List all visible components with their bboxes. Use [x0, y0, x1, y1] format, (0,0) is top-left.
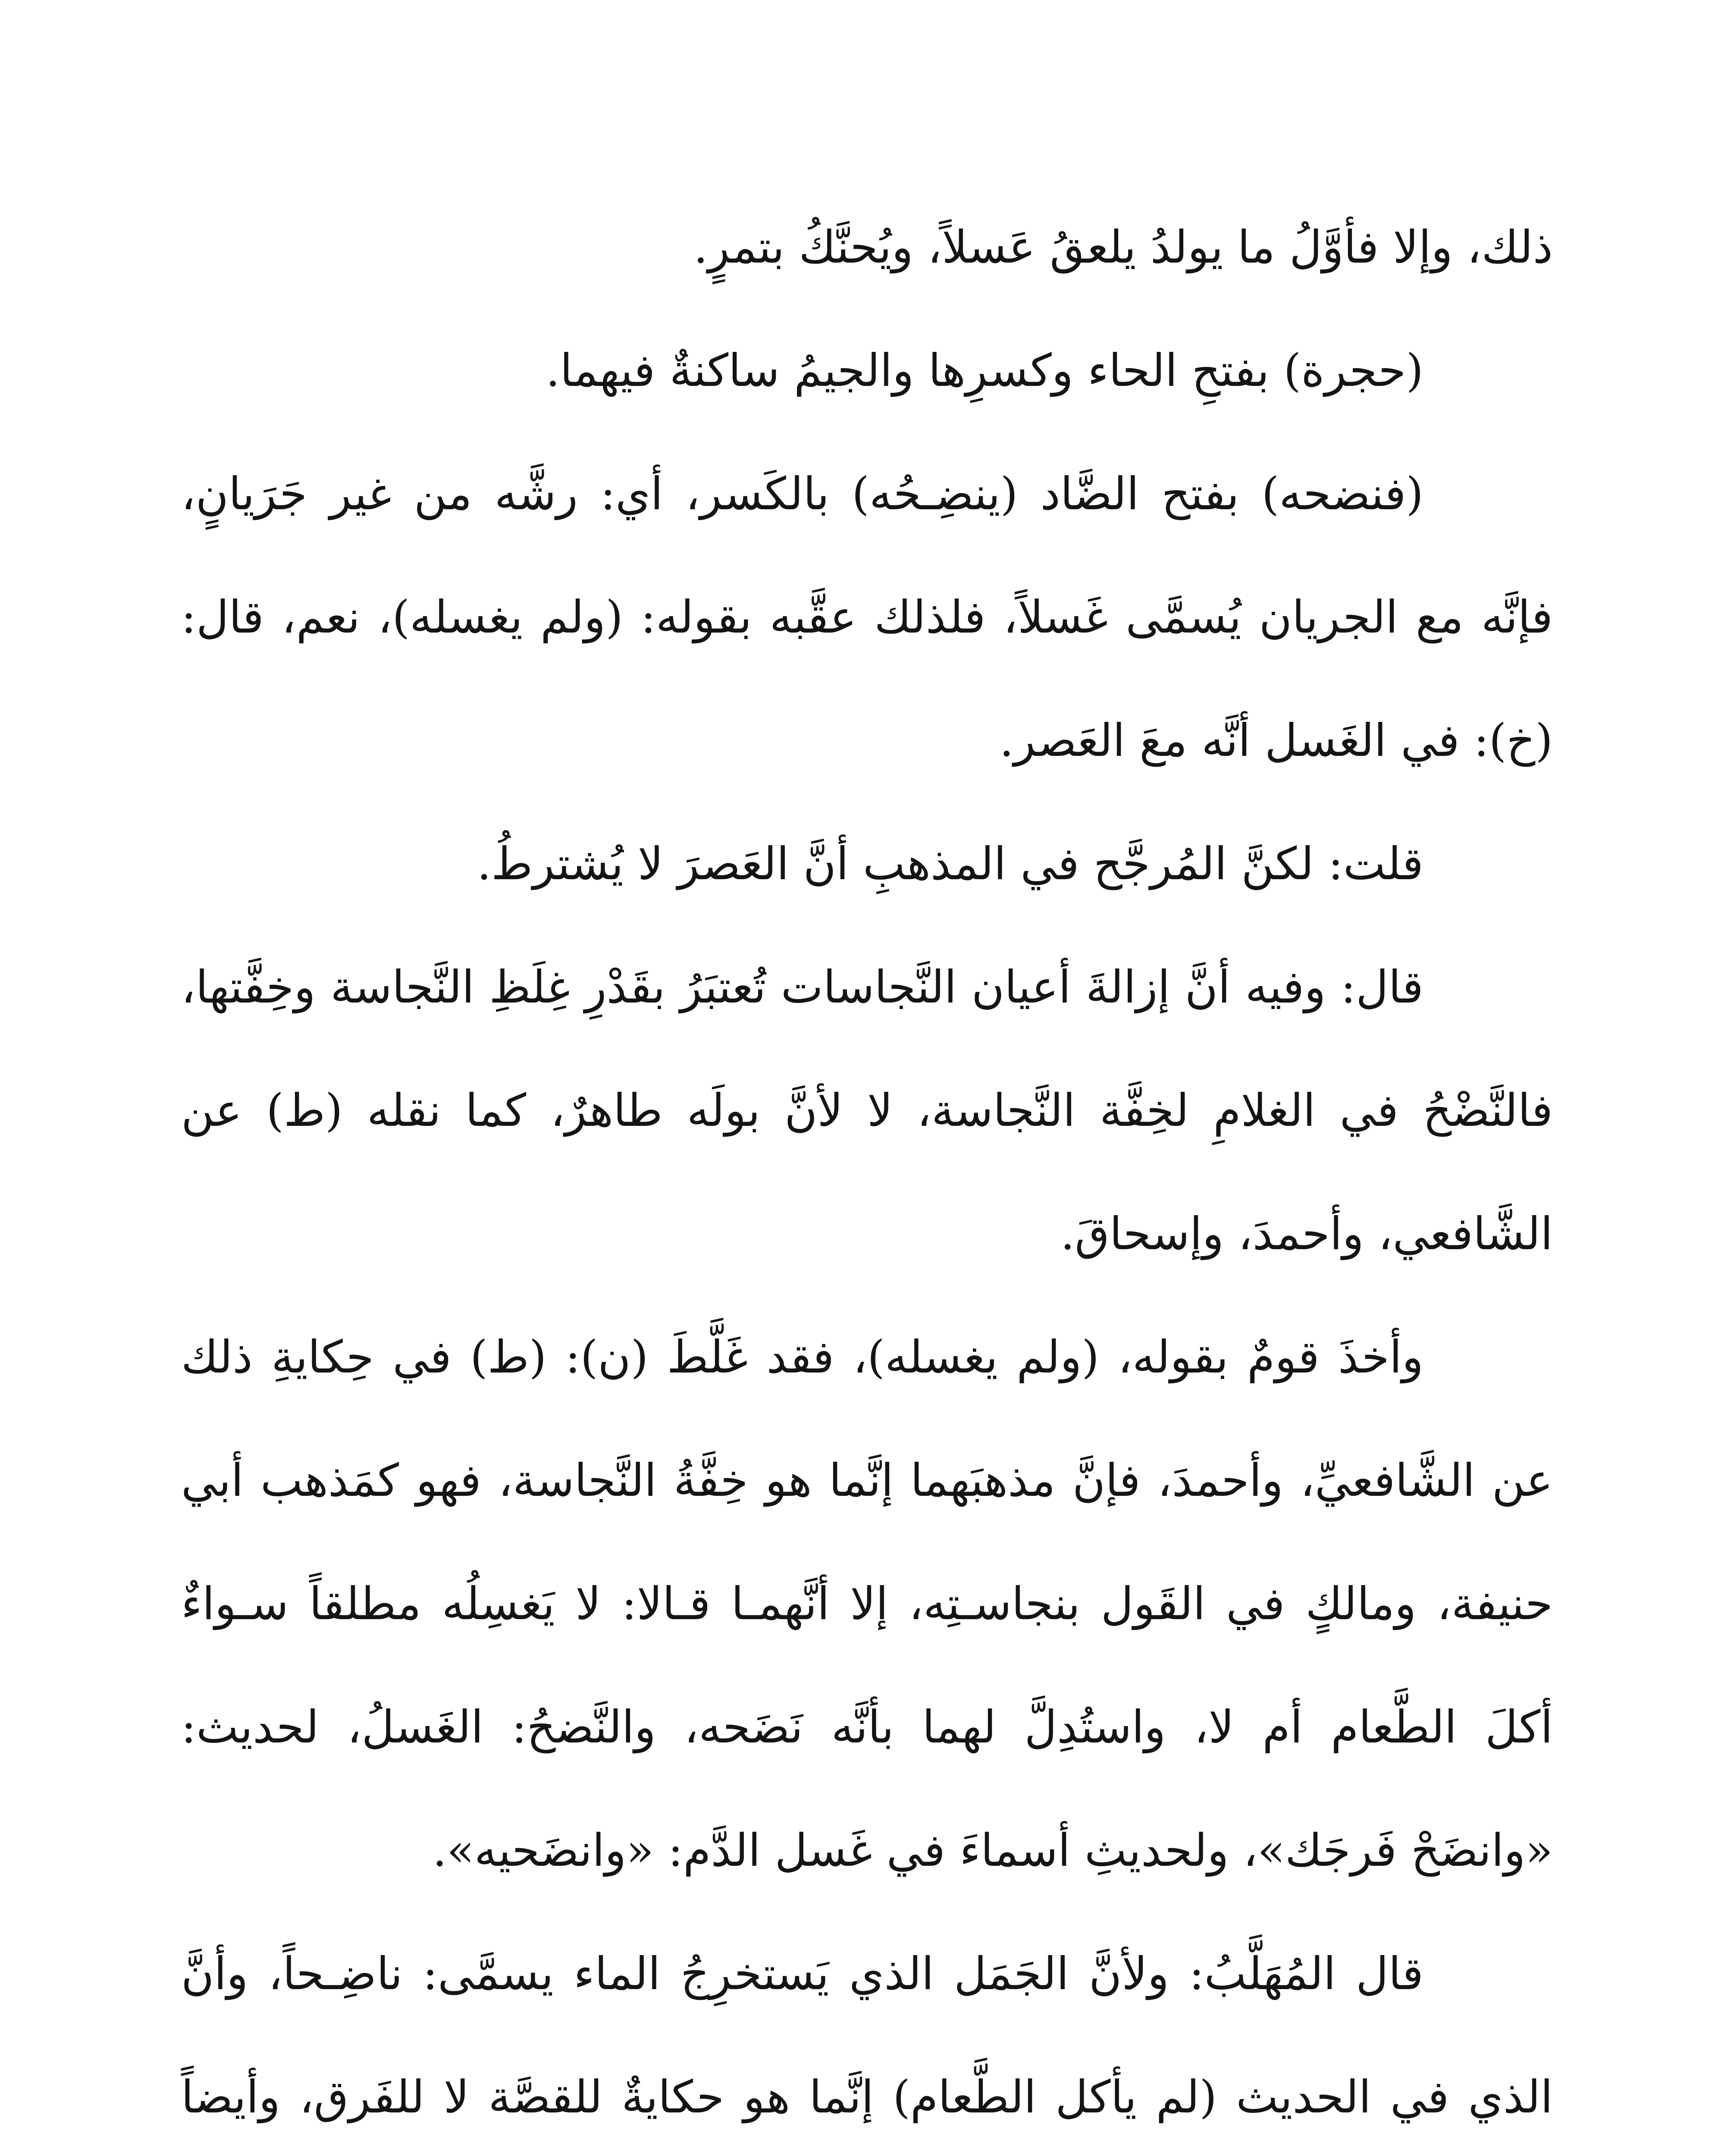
paragraph-3: (فنضحه) بفتح الضَّاد (ينضِـحُه) بالكَسر، أي: رشَّه من غير جَرَيانٍ، فإنَّه مع الجريان يُسمَّى غَسلاً، فلذلك عقَّبه بقوله: (ولم يغسله)، نعم، قال: (خ): في الغَسل أنَّه معَ العَصر. [181, 467, 1553, 767]
paragraph-1: ذلك، وإلا فأوَّلُ ما يولدُ يلعقُ عَسلاً، ويُحنَّكُ بتمرٍ. [693, 221, 1553, 273]
paragraph-5: قال: وفيه أنَّ إزالةَ أعيان النَّجاسات تُعتبَرُ بقَدْرِ غِلَظِ النَّجاسة وخِفَّتها، فالنَّضْحُ في الغلامِ لخِفَّة النَّجاسة، لا لأنَّ بولَه طاهرٌ، كما نقله (ط) عن الشَّافعي، وأحمدَ، وإسحاقَ. [181, 961, 1553, 1260]
paragraph-6: وأخذَ قومٌ بقوله، (ولم يغسله)، فقد غَلَّطَ (ن): (ط) في حِكايةِ ذلك عن الشَّافعيِّ، وأحمدَ، فإنَّ مذهبَهما إنَّما هو خِفَّةُ النَّجاسة، فهو كمَذهب أبي حنيفة، ومالكٍ في القَول بنجاسـتِه، إلا أنَّهمـا قـالا: لا يَغسِلُه مطلقاً سـواءٌ أكلَ الطَّعام أم لا، واستُدِلَّ لهما بأنَّه نَضَحه، والنَّضحُ: الغَسلُ، لحديث: «وانضَحْ فَرجَك»، ولحديثِ أسماءَ في غَسل الدَّم: «وانضَحيه». [181, 1331, 1553, 1877]
paragraph-7: قال المُهَلَّبُ: ولأنَّ الجَمَل الذي يَستخرِجُ الماء يسمَّى: ناضِـحاً، وأنَّ الذي في الحديث (لم يأكل الطَّعام) إنَّما هو حكايةٌ للقصَّة لا للفَرق، وأيضاً [181, 1947, 1553, 2123]
paragraph-2: (حجرة) بفتحِ الحاء وكسرِها والجيمُ ساكنةٌ فيهما. [546, 344, 1424, 397]
body-text [181, 185, 1553, 2156]
paragraph-4: قلت: لكنَّ المُرجَّح في المذهبِ أنَّ العَصرَ لا يُشترطُ. [477, 837, 1424, 890]
